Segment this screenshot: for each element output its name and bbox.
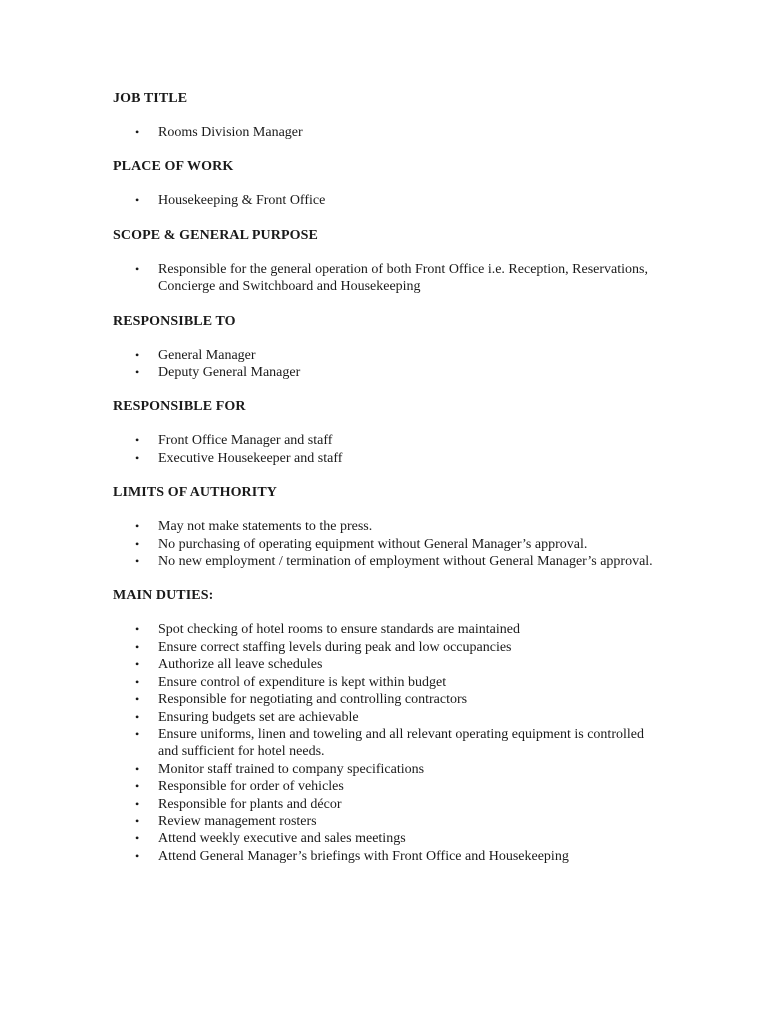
list-item: [113, 726, 653, 761]
list-item: [113, 796, 653, 813]
bullet-icon: •: [135, 519, 140, 534]
section: [113, 227, 653, 296]
bullet-icon: •: [135, 125, 140, 139]
list-item-text: Ensure correct staffing levels during peak and low occupancies: [158, 639, 512, 655]
bullet-icon: •: [135, 796, 140, 811]
bullet-icon: •: [135, 831, 140, 846]
list-item-text: Ensure uniforms, linen and toweling and all relevant operating equipment is controlled and sufficient for hotel needs.: [158, 726, 644, 760]
section: [113, 587, 653, 865]
section: [113, 90, 653, 141]
bullet-icon: •: [135, 848, 140, 863]
list-item-text: Housekeeping & Front Office: [158, 193, 326, 209]
list-item-text: Executive Housekeeper and staff: [158, 450, 343, 466]
document-body: [113, 90, 653, 882]
list-item-text: Ensuring budgets set are achievable: [158, 709, 359, 725]
list-item: [113, 261, 653, 296]
list-item: [113, 536, 653, 553]
list-item-text: Ensure control of expenditure is kept within budget: [158, 674, 447, 690]
list-item: [113, 450, 653, 467]
list-item-text: Deputy General Manager: [158, 365, 301, 381]
bullet-icon: •: [135, 813, 140, 828]
list-item: [113, 813, 653, 830]
list-item-text: Responsible for plants and décor: [158, 796, 342, 812]
list-item: [113, 192, 653, 209]
section-heading: JOB TITLE: [113, 91, 188, 106]
list-item-text: Review management rosters: [158, 813, 317, 829]
list-item: [113, 124, 653, 141]
bullet-icon: •: [135, 761, 140, 776]
section-heading: MAIN DUTIES:: [113, 588, 214, 604]
list-item-text: Attend General Manager’s briefings with Front Office and Housekeeping: [158, 848, 569, 864]
bullet-list: [113, 192, 653, 209]
bullet-icon: •: [135, 450, 140, 465]
bullet-list: [113, 432, 653, 467]
bullet-list: [113, 261, 653, 296]
bullet-icon: •: [135, 779, 140, 794]
list-item: [113, 848, 653, 865]
list-item: [113, 656, 653, 673]
section-heading: RESPONSIBLE FOR: [113, 399, 246, 415]
section: [113, 398, 653, 467]
bullet-icon: •: [135, 554, 140, 569]
list-item: [113, 674, 653, 691]
section-heading: SCOPE & GENERAL PURPOSE: [113, 227, 318, 243]
list-item: [113, 518, 653, 535]
list-item: [113, 778, 653, 795]
section: [113, 158, 653, 209]
list-item-text: Responsible for the general operation of both Front Office i.e. Reception, Reservations, Concierge and Switchboard and Housekeeping: [158, 261, 648, 295]
list-item-text: May not make statements to the press.: [158, 519, 373, 535]
list-item-text: Responsible for order of vehicles: [158, 779, 344, 795]
list-item: [113, 830, 653, 847]
section-heading: RESPONSIBLE TO: [113, 313, 236, 329]
list-item-text: Rooms Division Manager: [158, 125, 303, 140]
list-item-text: Authorize all leave schedules: [158, 657, 323, 673]
bullet-icon: •: [135, 261, 140, 276]
bullet-icon: •: [135, 193, 140, 208]
list-item-text: Monitor staff trained to company specifications: [158, 761, 425, 777]
list-item: [113, 347, 653, 364]
list-item-text: Spot checking of hotel rooms to ensure standards are maintained: [158, 622, 520, 638]
section: [113, 313, 653, 382]
bullet-icon: •: [135, 433, 140, 448]
list-item-text: Attend weekly executive and sales meetings: [158, 831, 406, 847]
bullet-icon: •: [135, 639, 140, 654]
list-item: [113, 553, 653, 570]
list-item: [113, 691, 653, 708]
bullet-icon: •: [135, 536, 140, 551]
bullet-list: [113, 621, 653, 865]
list-item-text: Responsible for negotiating and controlling contractors: [158, 692, 468, 708]
bullet-icon: •: [135, 709, 140, 724]
list-item: [113, 621, 653, 638]
list-item: [113, 761, 653, 778]
bullet-list: [113, 347, 653, 382]
bullet-icon: •: [135, 726, 140, 741]
bullet-icon: •: [135, 692, 140, 707]
list-item-text: General Manager: [158, 347, 256, 363]
list-item: [113, 364, 653, 381]
section-heading: PLACE OF WORK: [113, 159, 234, 175]
bullet-icon: •: [135, 365, 140, 380]
bullet-icon: •: [135, 674, 140, 689]
list-item-text: No new employment / termination of employment without General Manager’s approval.: [158, 554, 653, 570]
bullet-icon: •: [135, 347, 140, 362]
section-heading: LIMITS OF AUTHORITY: [113, 485, 277, 501]
list-item: [113, 432, 653, 449]
bullet-icon: •: [135, 657, 140, 672]
bullet-icon: •: [135, 622, 140, 637]
section: [113, 484, 653, 570]
list-item: [113, 709, 653, 726]
list-item: [113, 639, 653, 656]
bullet-list: [113, 124, 653, 141]
list-item-text: No purchasing of operating equipment without General Manager’s approval.: [158, 536, 588, 552]
list-item-text: Front Office Manager and staff: [158, 433, 333, 449]
bullet-list: [113, 518, 653, 570]
